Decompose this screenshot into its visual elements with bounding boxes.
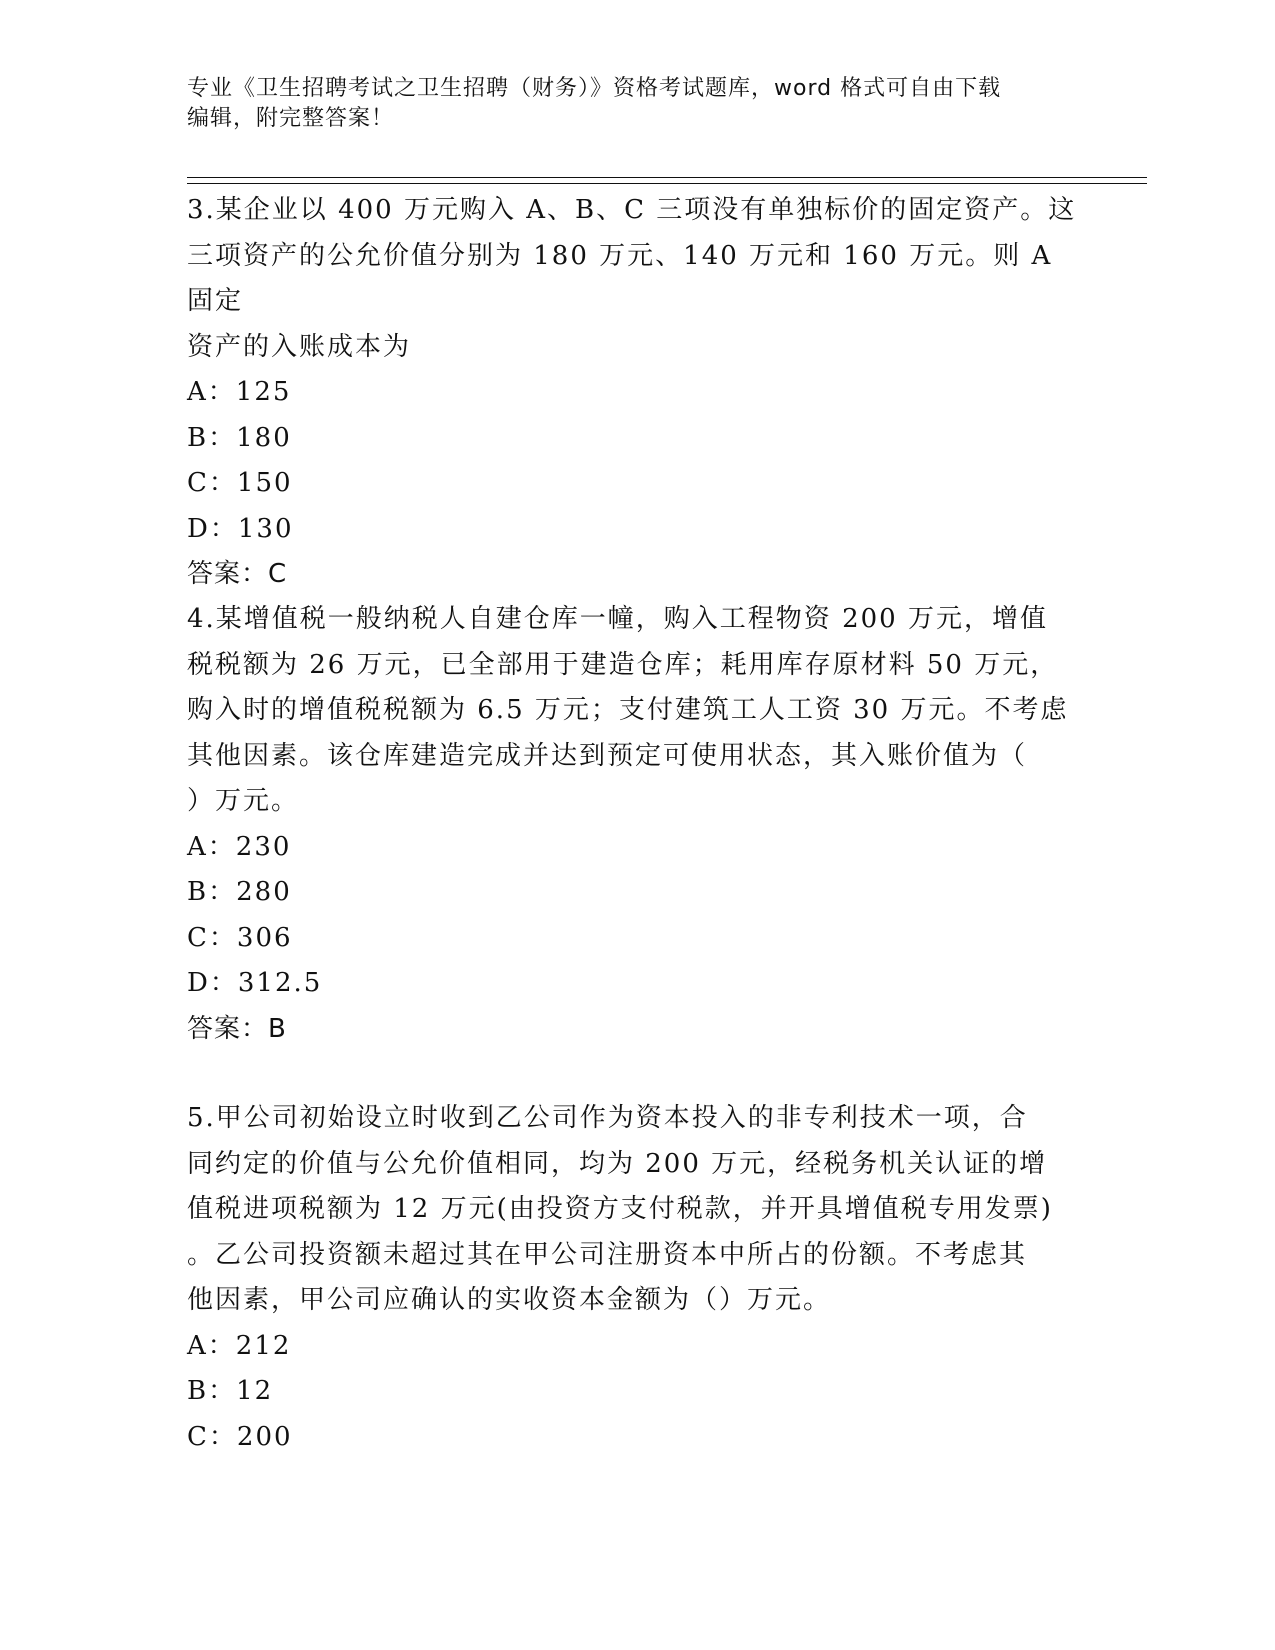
option-value: 306 (236, 922, 293, 953)
answer-line: 答案：B (187, 1013, 287, 1044)
header-line-1: 专业《卫生招聘考试之卫生招聘（财务）》资格考试题库，word 格式可自由下载 (187, 76, 1002, 101)
document-header (187, 74, 1087, 134)
option-value: 230 (235, 831, 292, 862)
option-c (187, 1415, 1087, 1461)
option-label: A： (187, 377, 236, 407)
question-stem-line: 5.甲公司初始设立时收到乙公司作为资本投入的非专利技术一项，合 (187, 1103, 1028, 1133)
question-stem-line: 资产的入账成本为 (187, 331, 412, 362)
option-value: 130 (237, 513, 294, 544)
option-label: B： (187, 422, 237, 453)
option-label: B： (187, 877, 237, 907)
option-value: 12 (236, 1376, 274, 1406)
option-b (187, 1369, 1087, 1415)
question-stem-line: ）万元。 (187, 786, 300, 816)
header-line-2: 编辑，附完整答案！ (187, 106, 395, 131)
question-4 (187, 597, 1087, 1052)
question-stem-line: 。乙公司投资额未超过其在甲公司注册资本中所占的份额。不考虑其 (187, 1239, 1028, 1270)
option-label: C： (187, 922, 237, 953)
option-label: D： (187, 968, 238, 998)
question-stem-line: 购入时的增值税税额为 6.5 万元；支付建筑工人工资 30 万元。不考虑 (187, 695, 1069, 725)
option-value: 280 (236, 877, 292, 907)
option-value: 200 (236, 1421, 293, 1452)
header-rule-top (187, 177, 1147, 178)
option-label: A： (187, 1330, 236, 1361)
question-stem-line: 其他因素。该仓库建造完成并达到预定可使用状态，其入账价值为（ (187, 740, 1028, 771)
question-stem-line: 同约定的价值与公允价值相同，均为 200 万元，经税务机关认证的增 (187, 1148, 1048, 1179)
question-stem-line: 三项资产的公允价值分别为 180 万元、140 万元和 160 万元。则 A 固定 (187, 240, 1053, 316)
option-c (187, 916, 1087, 962)
option-b (187, 870, 1087, 916)
option-label: B： (187, 1376, 237, 1406)
question-stem-line: 4.某增值税一般纳税人自建仓库一幢，购入工程物资 200 万元，增值 (187, 604, 1048, 634)
option-d (187, 961, 1087, 1007)
question-stem-line: 他因素，甲公司应确认的实收资本金额为（）万元。 (187, 1285, 832, 1315)
option-value: 125 (235, 377, 292, 407)
option-a (187, 370, 1087, 416)
option-c (187, 461, 1087, 507)
option-value: 180 (236, 422, 292, 453)
option-b (187, 416, 1087, 462)
option-label: C： (187, 468, 237, 498)
question-3 (187, 188, 1087, 598)
option-value: 150 (236, 468, 293, 498)
question-stem-line: 3.某企业以 400 万元购入 A、B、C 三项没有单独标价的固定资产。这 (187, 195, 1077, 225)
option-value: 312.5 (237, 968, 323, 998)
option-label: A： (187, 831, 236, 862)
option-d (187, 507, 1087, 553)
question-5 (187, 1096, 1087, 1460)
option-label: C： (187, 1421, 237, 1452)
answer-line: 答案：C (187, 559, 288, 589)
header-rule-bottom (187, 183, 1147, 184)
option-value: 212 (235, 1330, 292, 1361)
option-a (187, 1324, 1087, 1370)
option-label: D： (187, 513, 238, 544)
option-a (187, 825, 1087, 871)
question-stem-line: 税税额为 26 万元，已全部用于建造仓库；耗用库存原材料 50 万元， (187, 649, 1059, 680)
question-stem-line: 值税进项税额为 12 万元(由投资方支付税款，并开具增值税专用发票) (187, 1194, 1053, 1224)
